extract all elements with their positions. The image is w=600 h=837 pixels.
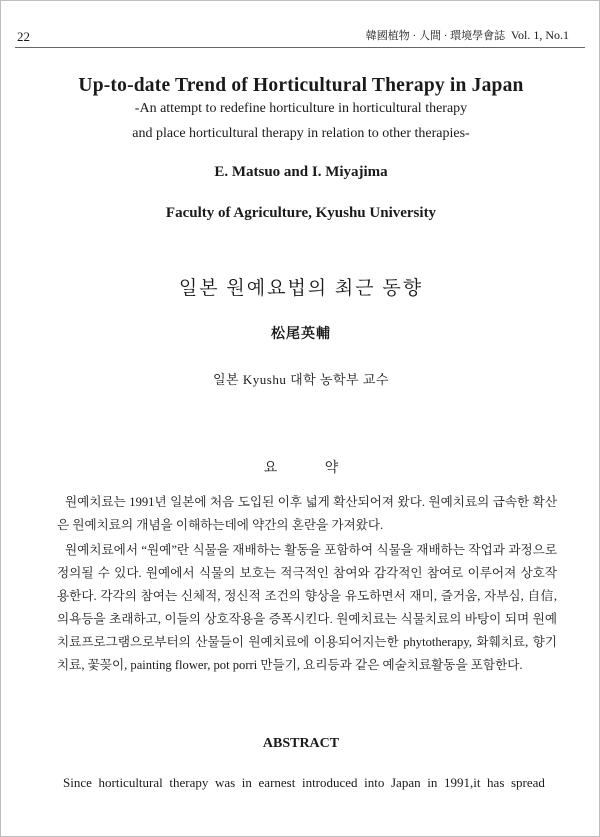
article-title: Up-to-date Trend of Horticultural Therapy in Japan: [78, 75, 524, 96]
korean-affiliation: 일본 Kyushu 대학 농학부 교수: [213, 372, 389, 387]
korean-summary-paragraph-1: 원예치료는 1991년 일본에 처음 도입된 이후 넓게 확산되어져 왔다. 원예치료의 급속한 확산은 원예치료의 개념을 이해하는데에 약간의 혼란을 가져왔다.: [57, 495, 557, 532]
korean-summary-heading: 요 약: [263, 461, 361, 476]
page-number: 22: [17, 29, 30, 44]
article-subtitle-line-2: and place horticultural therapy in relation to other therapies-: [132, 126, 470, 141]
running-head: [366, 27, 569, 43]
abstract-heading: ABSTRACT: [262, 736, 340, 751]
korean-author: 松尾英輔: [271, 327, 331, 342]
korean-title: 일본 원예요법의 최근 동향: [178, 278, 424, 299]
article-authors: E. Matsuo and I. Miyajima: [214, 164, 388, 180]
header-divider: [15, 47, 585, 48]
korean-summary-paragraph-2: 원예치료에서 “원예”란 식물을 재배하는 활동을 포함하여 식물을 재배하는 작업과 과정으로 정의될 수 있다. 원예에서 식물의 보호는 적극적인 참여와 감각적인 참여로 이루어져 상호작용한다. 각각의 참여는 신체적, 정신적 조건의 향상을 유도하면서 재미, 즐거움, 자부심, 自信, 의욕등을 초래하고, 이들의 상호작용을 증폭시킨다. 원예치료는 식물치료의 바탕이 되며 원예치료프로그램으로부터의 산물들이 원예치료에 이용되어지는한 phytotherapy, 화훼치료, 향기치료, 꽃꽂이, painting flower, pot porri 만들기, 요리등과 같은 예술치료활동을 포함한다.: [57, 543, 557, 672]
journal-volume: Vol. 1, No.1: [510, 28, 569, 42]
article-affiliation: Faculty of Agriculture, Kyushu University: [165, 205, 437, 221]
article-subtitle-line-1: -An attempt to redefine horticulture in horticultural therapy: [134, 101, 468, 116]
abstract-first-line: Since horticultural therapy was in earnest introduced into Japan in 1991,it has spread: [63, 775, 545, 790]
journal-name: 韓國植物 · 人間 · 環境學會誌: [365, 30, 506, 42]
